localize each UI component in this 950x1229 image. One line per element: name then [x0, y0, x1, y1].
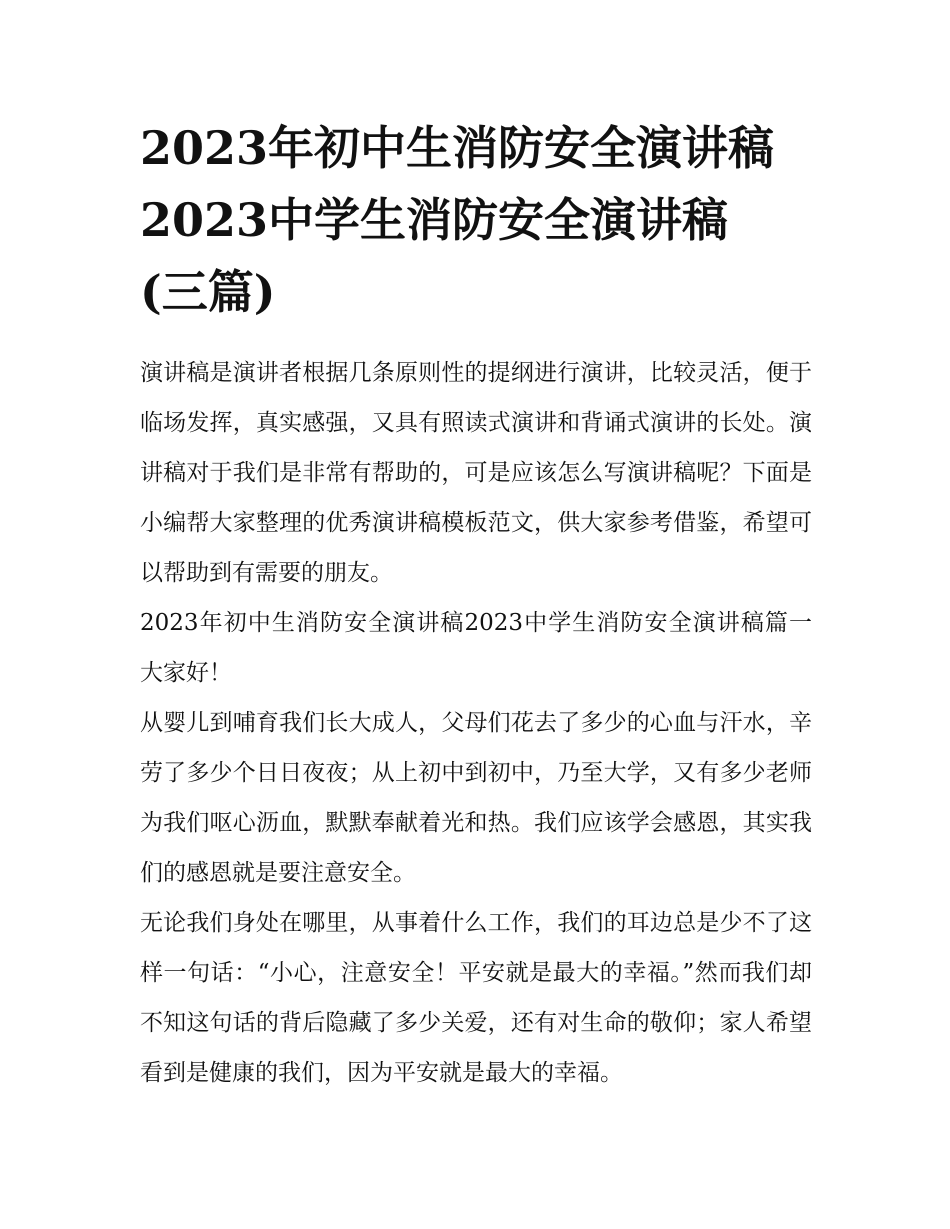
paragraph-section-heading: 2023年初中生消防安全演讲稿2023中学生消防安全演讲稿篇一 大家好！ [140, 610, 812, 686]
title-line-3: (三篇) [140, 265, 276, 319]
title-line-1: 2023年初中生消防安全演讲稿 [140, 121, 775, 175]
document-title [140, 112, 812, 328]
title-line-2: 2023中学生消防安全演讲稿 [140, 193, 729, 247]
document-page [140, 112, 812, 1098]
paragraph-gratitude: 从婴儿到哺育我们长大成人，父母们花去了多少的心血与汗水，辛劳了多少个日日夜夜；从上初中到初中，乃至大学，又有多少老师为我们呕心沥血，默默奉献着光和热。我们应该学会感恩，其实我们的感恩就是要注意安全。 [140, 710, 812, 886]
paragraph-intro: 演讲稿是演讲者根据几条原则性的提纲进行演讲，比较灵活，便于临场发挥，真实感强，又具有照读式演讲和背诵式演讲的长处。演讲稿对于我们是非常有帮助的，可是应该怎么写演讲稿呢？下面是小编帮大家整理的优秀演讲稿模板范文，供大家参考借鉴，希望可以帮助到有需要的朋友。 [140, 360, 812, 586]
document-body [140, 348, 812, 1098]
paragraph-safety: 无论我们身处在哪里，从事着什么工作，我们的耳边总是少不了这样一句话：“小心，注意安全！平安就是最大的幸福。”然而我们却不知这句话的背后隐藏了多少关爱，还有对生命的敬仰；家人希望看到是健康的我们，因为平安就是最大的幸福。 [140, 910, 812, 1086]
